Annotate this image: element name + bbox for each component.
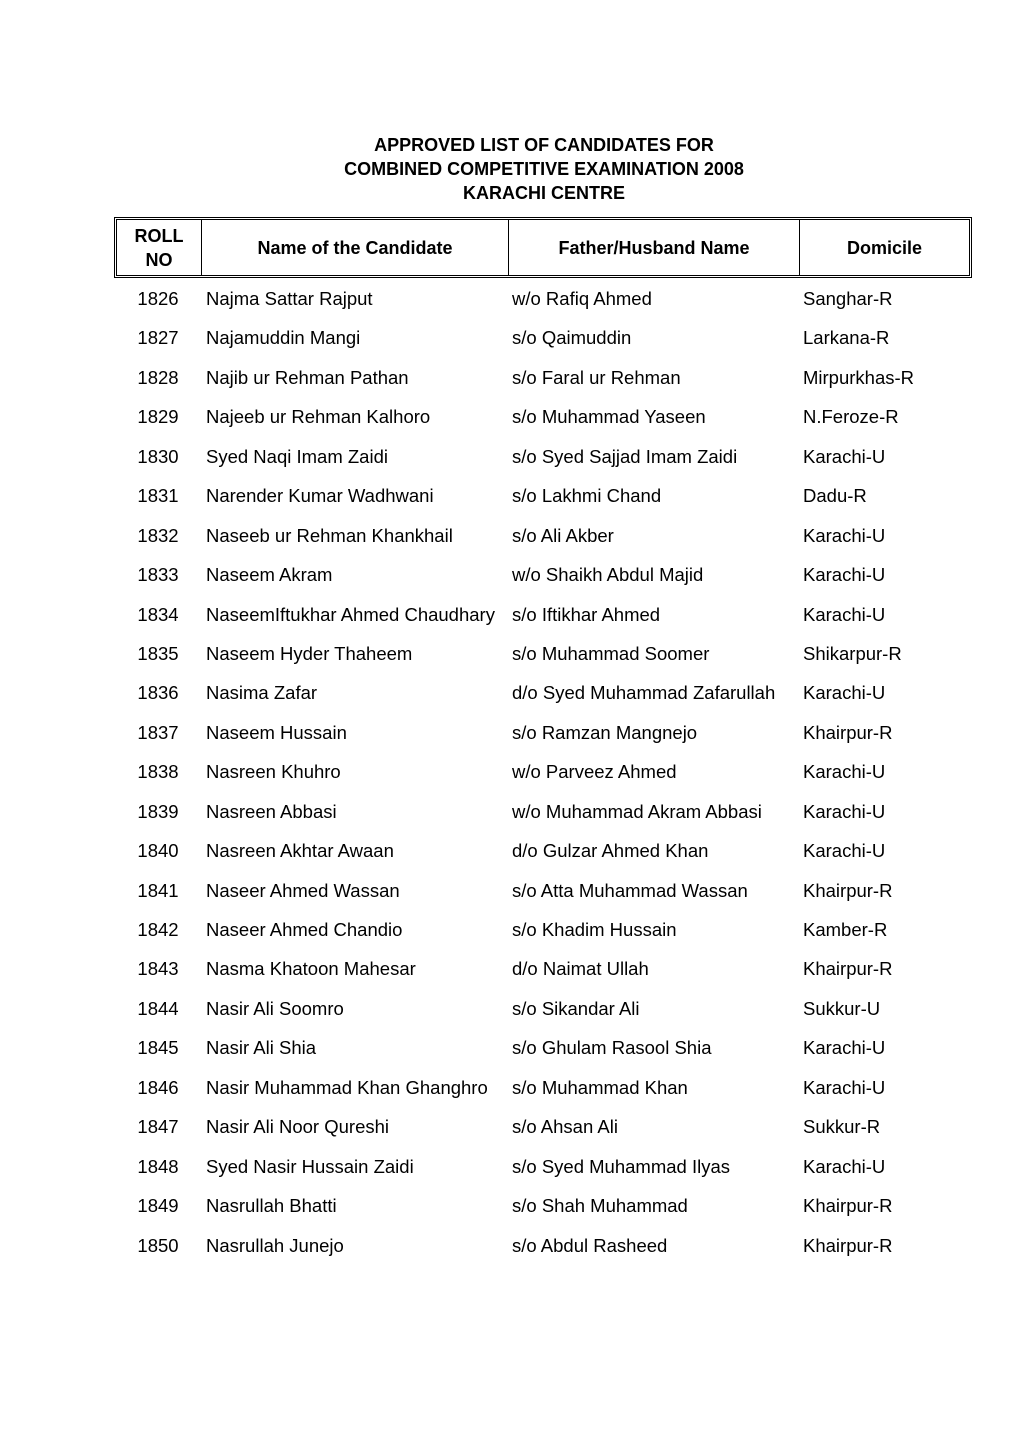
- candidate-name: Najamuddin Mangi: [206, 327, 361, 349]
- roll-number: 1836: [137, 682, 179, 704]
- header-father-name: Father/Husband Name: [509, 220, 800, 275]
- title-line-3: KARACHI CENTRE: [463, 183, 625, 203]
- domicile: Mirpurkhas-R: [803, 366, 915, 388]
- table-row: [114, 870, 972, 909]
- domicile: Karachi-U: [803, 1155, 886, 1177]
- father-husband-name: w/o Shaikh Abdul Majid: [512, 564, 704, 586]
- candidate-name: Nasrullah Bhatti: [206, 1195, 337, 1217]
- candidate-name: Nasreen Akhtar Awaan: [206, 840, 394, 862]
- candidate-name: Nasir Ali Shia: [206, 1037, 317, 1059]
- candidate-name: Naseer Ahmed Wassan: [206, 879, 400, 901]
- table-row: [114, 436, 972, 475]
- table-row: [114, 475, 972, 514]
- table-row: [114, 988, 972, 1027]
- father-husband-name: s/o Qaimuddin: [512, 327, 632, 349]
- table-row: [114, 791, 972, 830]
- domicile: Karachi-U: [803, 761, 886, 783]
- roll-number: 1833: [137, 564, 179, 586]
- domicile: Sukkur-R: [803, 1116, 881, 1138]
- candidate-name: Najeeb ur Rehman Kalhoro: [206, 406, 431, 428]
- roll-number: 1831: [137, 485, 179, 507]
- roll-number: 1845: [137, 1037, 179, 1059]
- roll-number: 1838: [137, 761, 179, 783]
- candidate-name: Nasir Ali Soomro: [206, 997, 344, 1019]
- candidate-name: Naseem Akram: [206, 564, 333, 586]
- table-row: [114, 909, 972, 948]
- candidate-name: Nasir Muhammad Khan Ghanghro: [206, 1076, 488, 1098]
- roll-number: 1834: [137, 603, 179, 625]
- candidate-name: Najma Sattar Rajput: [206, 288, 373, 309]
- roll-number: 1842: [137, 919, 179, 940]
- domicile: Khairpur-R: [803, 1234, 893, 1256]
- candidate-name: Nasima Zafar: [206, 682, 318, 704]
- table-row: [114, 317, 972, 356]
- domicile: Khairpur-R: [803, 721, 893, 743]
- roll-number: 1844: [137, 997, 179, 1019]
- table-row: [114, 633, 972, 672]
- roll-number: 1832: [137, 524, 179, 546]
- domicile: Karachi-U: [803, 1076, 886, 1098]
- father-husband-name: s/o Sikandar Ali: [512, 997, 640, 1019]
- candidate-name: Nasreen Khuhro: [206, 761, 341, 783]
- candidate-name: NaseemIftukhar Ahmed Chaudhary: [206, 603, 495, 625]
- candidate-name: Nasrullah Junejo: [206, 1234, 344, 1256]
- candidate-name: Nasreen Abbasi: [206, 800, 337, 822]
- roll-number: 1843: [137, 958, 179, 980]
- father-husband-name: s/o Abdul Rasheed: [512, 1234, 668, 1256]
- table-row: [114, 1067, 972, 1106]
- header-roll-no: [117, 220, 202, 275]
- father-husband-name: s/o Syed Sajjad Imam Zaidi: [512, 445, 738, 467]
- father-husband-name: s/o Ramzan Mangnejo: [512, 721, 698, 743]
- title-line-2: COMBINED COMPETITIVE EXAMINATION 2008: [344, 159, 744, 179]
- roll-number: 1850: [137, 1234, 179, 1256]
- table-row: [114, 396, 972, 435]
- table-row: [114, 1146, 972, 1185]
- header-roll-line2: NO: [145, 249, 173, 270]
- title-line-1: APPROVED LIST OF CANDIDATES FOR: [374, 135, 714, 155]
- father-husband-name: w/o Parveez Ahmed: [512, 761, 677, 783]
- table-row: [114, 948, 972, 987]
- father-husband-name: s/o Syed Muhammad Ilyas: [512, 1155, 730, 1177]
- domicile: Khairpur-R: [803, 958, 893, 980]
- roll-number: 1846: [137, 1076, 179, 1098]
- candidate-list: [114, 278, 972, 1264]
- domicile: Shikarpur-R: [803, 642, 902, 664]
- document-title: [0, 133, 1024, 205]
- domicile: Karachi-U: [803, 682, 886, 704]
- domicile: N.Feroze-R: [803, 406, 899, 428]
- roll-number: 1848: [137, 1155, 179, 1177]
- table-row: [114, 1185, 972, 1224]
- roll-number: 1840: [137, 840, 179, 862]
- table-row: [114, 357, 972, 396]
- header-candidate-name: Name of the Candidate: [202, 220, 509, 275]
- father-husband-name: d/o Syed Muhammad Zafarullah: [512, 682, 776, 704]
- domicile: Dadu-R: [803, 485, 867, 507]
- domicile: Kamber-R: [803, 919, 888, 940]
- roll-number: 1826: [137, 288, 179, 309]
- father-husband-name: s/o Muhammad Yaseen: [512, 406, 706, 428]
- roll-number: 1829: [137, 406, 179, 428]
- father-husband-name: d/o Naimat Ullah: [512, 958, 649, 980]
- father-husband-name: w/o Muhammad Akram Abbasi: [512, 800, 762, 822]
- domicile: Karachi-U: [803, 800, 886, 822]
- domicile: Karachi-U: [803, 1037, 886, 1059]
- roll-number: 1835: [137, 642, 179, 664]
- header-domicile: Domicile: [846, 237, 923, 258]
- domicile: Karachi-U: [803, 524, 886, 546]
- roll-number: 1841: [137, 879, 179, 901]
- candidate-name: Nasir Ali Noor Qureshi: [206, 1116, 390, 1138]
- roll-number: 1837: [137, 721, 179, 743]
- father-husband-name: s/o Shah Muhammad: [512, 1195, 688, 1217]
- domicile: Karachi-U: [803, 445, 886, 467]
- table-row: [114, 751, 972, 790]
- father-husband-name: s/o Khadim Hussain: [512, 919, 677, 940]
- roll-number: 1828: [137, 366, 179, 388]
- candidate-name: Naseem Hussain: [206, 721, 347, 743]
- header-roll-line1: ROLL: [134, 225, 184, 246]
- domicile: Khairpur-R: [803, 879, 893, 901]
- father-husband-name: s/o Ghulam Rasool Shia: [512, 1037, 712, 1059]
- father-husband-name: s/o Atta Muhammad Wassan: [512, 879, 748, 901]
- table-row: [114, 830, 972, 869]
- roll-number: 1839: [137, 800, 179, 822]
- table-row: [114, 1225, 972, 1264]
- candidate-name: Naseer Ahmed Chandio: [206, 919, 403, 940]
- domicile: Karachi-U: [803, 603, 886, 625]
- father-husband-name: s/o Faral ur Rehman: [512, 366, 681, 388]
- table-row: [114, 515, 972, 554]
- table-row: [114, 594, 972, 633]
- father-husband-name: s/o Muhammad Soomer: [512, 642, 710, 664]
- father-husband-name: s/o Muhammad Khan: [512, 1076, 688, 1098]
- candidate-name: Narender Kumar Wadhwani: [206, 485, 434, 507]
- domicile: Khairpur-R: [803, 1195, 893, 1217]
- roll-number: 1830: [137, 445, 179, 467]
- candidate-name: Syed Naqi Imam Zaidi: [206, 445, 388, 467]
- father-husband-name: w/o Rafiq Ahmed: [512, 288, 652, 309]
- domicile: Larkana-R: [803, 327, 890, 349]
- table-row: [114, 1106, 972, 1145]
- domicile: Karachi-U: [803, 840, 886, 862]
- father-husband-name: d/o Gulzar Ahmed Khan: [512, 840, 709, 862]
- roll-number: 1827: [137, 327, 179, 349]
- candidate-name: Naseem Hyder Thaheem: [206, 642, 413, 664]
- father-husband-name: s/o Ali Akber: [512, 524, 614, 546]
- candidate-name: Najib ur Rehman Pathan: [206, 366, 409, 388]
- domicile: Sukkur-U: [803, 997, 881, 1019]
- father-husband-name: s/o Ahsan Ali: [512, 1116, 618, 1138]
- table-row: [114, 1027, 972, 1066]
- candidate-name: Syed Nasir Hussain Zaidi: [206, 1155, 414, 1177]
- domicile: Karachi-U: [803, 564, 886, 586]
- candidate-name: Naseeb ur Rehman Khankhail: [206, 524, 453, 546]
- roll-number: 1847: [137, 1116, 179, 1138]
- domicile: Sanghar-R: [803, 288, 893, 309]
- father-husband-name: s/o Lakhmi Chand: [512, 485, 662, 507]
- table-row: [114, 672, 972, 711]
- table-row: [114, 712, 972, 751]
- table-row: [114, 554, 972, 593]
- roll-number: 1849: [137, 1195, 179, 1217]
- father-husband-name: s/o Iftikhar Ahmed: [512, 603, 661, 625]
- candidate-name: Nasma Khatoon Mahesar: [206, 958, 416, 980]
- table-header: [114, 217, 972, 278]
- table-row: [114, 278, 972, 317]
